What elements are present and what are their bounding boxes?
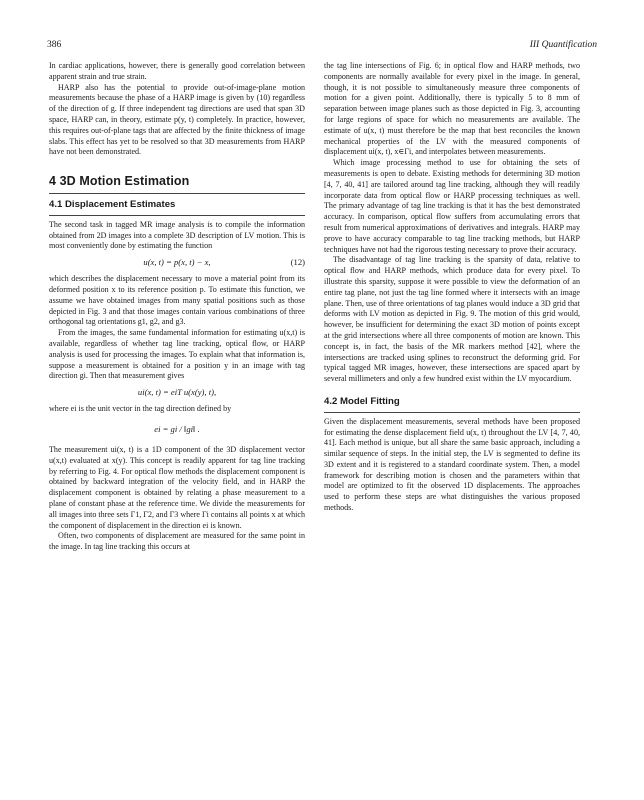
equation-ui (49, 385, 305, 401)
paragraph: In cardiac applications, however, there is generally good correlation between apparent strain and true strain. (49, 61, 305, 81)
paragraph: which describes the displacement necessary to move a material point from its deformed position x to its reference position p. To estimate this function, we assume we have obtained images from many spatial positions such as those depicted in Fig. 3 and that those images contain various combinations of three orthogonal tag orientations g1, g2, and g3. (49, 274, 305, 327)
paragraph: The measurement ui(x, t) is a 1D component of the 3D displacement vector u(x,t) evaluated at x(y). This concept is readily apparent for tag line tracking by referring to Fig. 4. For optical flow methods the displacement component is obtained by backward integration of the velocity field, and in HARP the displacement component is obtained by relating a phase measurement to a plane of constant phase at the reference time. We divide the measurements for all images into three sets Γ1, Γ2, and Γ3 where Γi contains all points x at which the component of displacement in the direction ei is known. (49, 444, 305, 530)
running-title: III Quantification (529, 40, 597, 50)
equation-expression: u(x, t) = p(x, t) − x, (143, 257, 211, 268)
page-header (47, 40, 597, 54)
paragraph: Which image processing method to use for obtaining the sets of measurements is open to debate. Existing methods for determining 3D motion [4, 7, 40, 41] are tailored around tag line tracking, although they will readily incorporate data from optical flow or HARP processing techniques as well. The primary advantage of tag line tracking is that it has the best demonstrated accuracy. In comparison, optical flow suffers from accumulating errors that result from numerical approximations of derivatives and integrals. HARP may prove to have accuracy comparable to tag line tracking methods, but HARP techniques have not had the rigorous testing necessary to prove their accuracy. (324, 158, 580, 254)
paragraph: From the images, the same fundamental information for estimating u(x,t) is available, regardless of whether tag line tracking, optical flow, or HARP analysis is used for processing the images. To explain what that information is, suppose a measurement is obtained for a position y in an image with tag direction gi. Then that measurement gives (49, 328, 305, 381)
paragraph: the tag line intersections of Fig. 6; in optical flow and HARP methods, two components are normally available for every pixel in the image. In general, though, it is not possible to simultaneously measure three components of motion for a given point. Additionally, there is typically 5 to 8 mm of separation between image planes such as those depicted in Fig. 3, accounting for large regions of space for which no measurements are available. The estimate of u(x, t) must therefore be the map that best reconciles the known mechanical properties of the LV with the measured components of displacement ui(x, t), x∈Γi, and interpolates between measurements. (324, 61, 580, 157)
equation-ei (49, 418, 305, 442)
paragraph: where ei is the unit vector in the tag direction defined by (49, 404, 232, 414)
paragraph: The disadvantage of tag line tracking is the sparsity of data, relative to optical flow and HARP methods, which produce data for every pixel. To illustrate this sparsity, suppose it were possible to view the deformation of an entire tag plane, not just the tag line formed where it intersects with an image plane. Then, use of three orientations of tag planes would induce a 3D grid that deforms with LV motion as depicted in Fig. 9. The motion of this grid would, however, be insufficient for determining the exact 3D motion of points except at the grid intersections where all three components of motion are known. This concept is, in fact, the basis of the MR markers method [42], where the intersections are tracked using splines to reconstruct the deforming grid. For typical tagged MR images, however, these intersections are spaced apart by several millimeters and only a few hundred exist within the LV myocardium. (324, 255, 580, 384)
subsection-rule (324, 412, 580, 413)
equation-12 (49, 255, 305, 271)
right-column (324, 61, 580, 514)
paragraph: Given the displacement measurements, several methods have been proposed for estimating the dense displacement field u(x, t) throughout the LV [4, 7, 40, 41]. Each method is unique, but all share the same basic approach, including a similar sequence of steps. In the initial step, the LV is segmented to define its 3D extent and it is registered to a standard coordinate system. Then, a model framework for describing motion is chosen and the parameters within that model are optimized to fit the observed 1D displacements. The approaches used to perform these steps are what distinguishes the various proposed methods. (324, 416, 580, 513)
page-number: 386 (47, 40, 62, 50)
equation-expression: ui(x, t) = eiT u(x(y), t), (137, 387, 217, 398)
paragraph: The second task in tagged MR image analysis is to compile the information obtained from 2D images into a complete 3D description of LV motion. This is most conveniently done by estimating the function (49, 219, 305, 251)
subsection-title: 4.1 Displacement Estimates (49, 198, 176, 210)
paragraph: Often, two components of displacement are measured for the same point in the image. In tag line tracking this occurs at (49, 531, 305, 552)
spacer (324, 385, 580, 391)
equation-number: (12) (290, 257, 305, 268)
subsection-rule (49, 215, 305, 216)
left-column (49, 61, 305, 553)
equation-expression: ei = gi / ‖gi‖ . (154, 423, 200, 434)
section-rule (49, 193, 305, 194)
section-title: 4 3D Motion Estimation (49, 174, 190, 189)
subsection-title: 4.2 Model Fitting (324, 395, 400, 407)
paragraph: HARP also has the potential to provide out-of-image-plane motion measurements because the phase of a HARP image is given by (10) regardless of the direction of g. If three independent tag directions are used that span 3D space, HARP can, in theory, estimate p(y, t) completely. In practice, however, this requires out-of-plane tags that are affected by the finite thickness of image slabs. This effect has yet to be resolved so that 3D measurements from HARP have not been demonstrated. (49, 82, 305, 157)
